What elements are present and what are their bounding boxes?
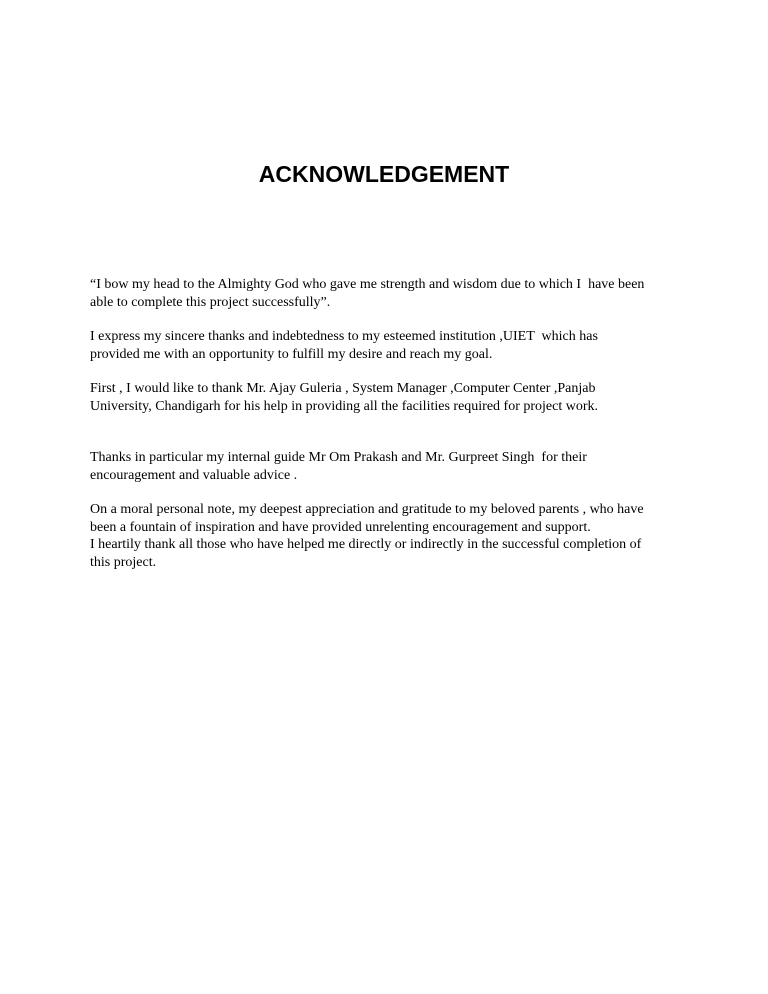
page-title: ACKNOWLEDGEMENT xyxy=(258,161,510,187)
paragraph-line: I heartily thank all those who have helped me directly or indirectly in the successful completion of xyxy=(90,537,642,552)
paragraph-line: provided me with an opportunity to fulfill my desire and reach my goal. xyxy=(90,346,493,362)
paragraph-line: “I bow my head to the Almighty God who gave me strength and wisdom due to which I have been xyxy=(90,277,645,292)
paragraph-line: First , I would like to thank Mr. Ajay Guleria , System Manager ,Computer Center ,Panjab xyxy=(90,381,596,396)
paragraph-line: Thanks in particular my internal guide Mr Om Prakash and Mr. Gurpreet Singh for their xyxy=(90,450,587,465)
paragraph-parents-thanks xyxy=(90,501,690,571)
paragraph-line: able to complete this project successfully”. xyxy=(90,294,331,310)
paragraph-system-manager-thanks xyxy=(90,380,690,415)
paragraph-line: University, Chandigarh for his help in providing all the facilities required for project work. xyxy=(90,398,599,414)
paragraph-line: On a moral personal note, my deepest appreciation and gratitude to my beloved parents , who have xyxy=(90,502,644,517)
paragraph-line: encouragement and valuable advice . xyxy=(90,467,298,483)
paragraph-institution-thanks xyxy=(90,328,690,363)
paragraph-line: this project. xyxy=(90,554,157,570)
paragraph-gratitude-to-god xyxy=(90,276,690,311)
paragraph-line: been a fountain of inspiration and have provided unrelenting encouragement and support. xyxy=(90,519,591,535)
paragraph-guide-thanks xyxy=(90,449,690,484)
paragraph-line: I express my sincere thanks and indebtedness to my esteemed institution ,UIET which has xyxy=(90,329,598,344)
